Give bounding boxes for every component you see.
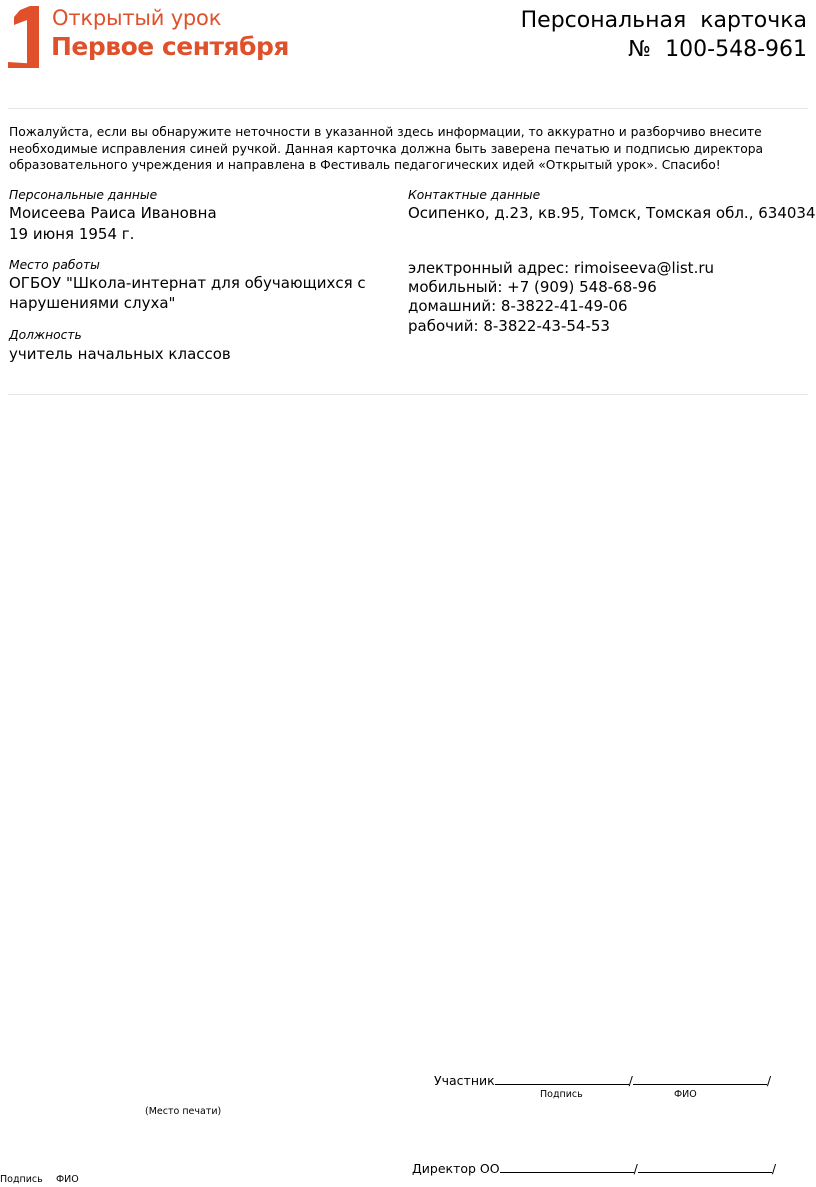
separator: / xyxy=(633,1161,638,1176)
divider xyxy=(8,394,808,395)
email: электронный адрес: rimoiseeva@list.ru xyxy=(408,259,715,277)
participant-signature-line xyxy=(434,1071,771,1088)
fio-blank xyxy=(633,1071,767,1085)
separator: / xyxy=(771,1161,777,1176)
fio-caption: ФИО xyxy=(56,1174,79,1185)
work-phone: рабочий: 8-3822-43-54-53 xyxy=(408,317,610,335)
position-label: Должность xyxy=(9,328,82,342)
personal-data-label: Персональные данные xyxy=(9,188,158,202)
card-title: Персональная карточка xyxy=(520,8,807,33)
logo-line1: Открытый урок xyxy=(52,6,222,30)
stamp-place: (Место печати) xyxy=(145,1106,222,1117)
signature-blank xyxy=(500,1159,634,1173)
logo xyxy=(8,6,298,70)
logo-number-one-icon xyxy=(8,6,40,68)
contact-data-label: Контактные данные xyxy=(408,188,541,202)
divider xyxy=(8,108,808,109)
separator: / xyxy=(628,1073,633,1088)
birth-date: 19 июня 1954 г. xyxy=(9,225,135,243)
director-signature-line xyxy=(412,1159,776,1176)
position-value: учитель начальных классов xyxy=(9,345,231,363)
separator: / xyxy=(766,1073,772,1088)
address: Осипенко, д.23, кв.95, Томск, Томская обл., 634034 xyxy=(408,204,816,222)
fio-blank xyxy=(638,1159,772,1173)
fio-caption: ФИО xyxy=(674,1089,697,1100)
signature-blank xyxy=(495,1071,629,1085)
card-number: № 100-548-961 xyxy=(628,37,807,62)
logo-line2: Первое сентября xyxy=(51,32,289,61)
signature-caption: Подпись xyxy=(0,1174,43,1185)
home-phone: домашний: 8-3822-41-49-06 xyxy=(408,297,628,315)
notice-text: Пожалуйста, если вы обнаружите неточности в указанной здесь информации, то аккуратно и разборчиво внесите необходимые исправления синей ручкой. Данная карточка должна быть заверена печатью и подписью директора образовательного учреждения и направлена в Фестиваль педагогических идей «Открытый урок». Спасибо! xyxy=(9,125,764,172)
full-name: Моисеева Раиса Ивановна xyxy=(9,204,217,222)
mobile-phone: мобильный: +7 (909) 548-68-96 xyxy=(408,278,657,296)
workplace-value: ОГБОУ "Школа-интернат для обучающихся с нарушениями слуха" xyxy=(9,274,366,312)
director-label: Директор ОО xyxy=(412,1161,500,1176)
workplace-label: Место работы xyxy=(9,258,100,272)
participant-label: Участник xyxy=(434,1073,495,1088)
signature-caption: Подпись xyxy=(540,1089,583,1100)
